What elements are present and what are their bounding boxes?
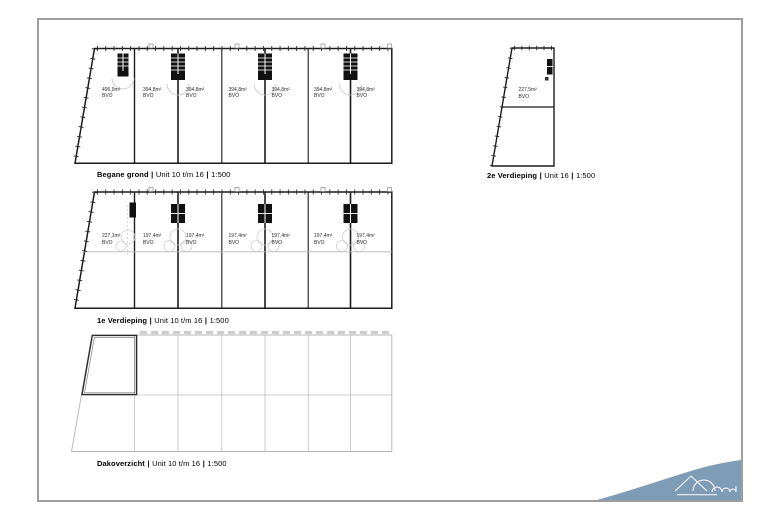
unit-area-label: 394,8m² BVO [356,86,375,99]
floorplan-1e-verdieping-drawing [58,185,403,315]
floorplan-2e-verdieping-drawing [483,40,563,172]
unit-area-label: 227,1m² BVO [102,233,121,246]
plan-caption-1e-verdieping: 1e Verdieping | Unit 10 t/m 16 | 1:500 [97,316,229,325]
unit-area-label: 227,5m² BVO [518,87,537,100]
plan-caption-begane-grond: Begane grond | Unit 10 t/m 16 | 1:500 [97,169,231,179]
unit-area-label: 197,4m² BVO [314,233,333,246]
unit-area-label: 197,4m² BVO [228,233,247,246]
unit-area-label: 197,4m² BVO [186,233,205,246]
roofplan-dakoverzicht-drawing [58,326,403,461]
unit-area-label: 394,8m² BVO [143,86,162,99]
plan-caption-dakoverzicht: Dakoverzicht | Unit 10 t/m 16 | 1:500 [97,458,227,468]
unit-area-label: 394,8m² BVO [271,86,290,99]
unit-area-label: 197,4m² BVO [143,233,162,246]
unit-area-label: 394,8m² BVO [228,86,247,99]
unit-area-label: 197,4m² BVO [356,233,375,246]
unit-area-label: 394,8m² BVO [314,86,333,99]
unit-area-label: 394,8m² BVO [186,86,205,99]
company-logo-swoosh [593,458,741,500]
unit-area-label: 197,4m² BVO [271,233,290,246]
logo-tagline-strip [677,494,717,495]
plan-caption-2e-verdieping: 2e Verdieping | Unit 16 | 1:500 [487,170,596,180]
floorplan-begane-grond-drawing [58,40,403,172]
unit-area-label: 496,9m² BVO [102,86,121,99]
